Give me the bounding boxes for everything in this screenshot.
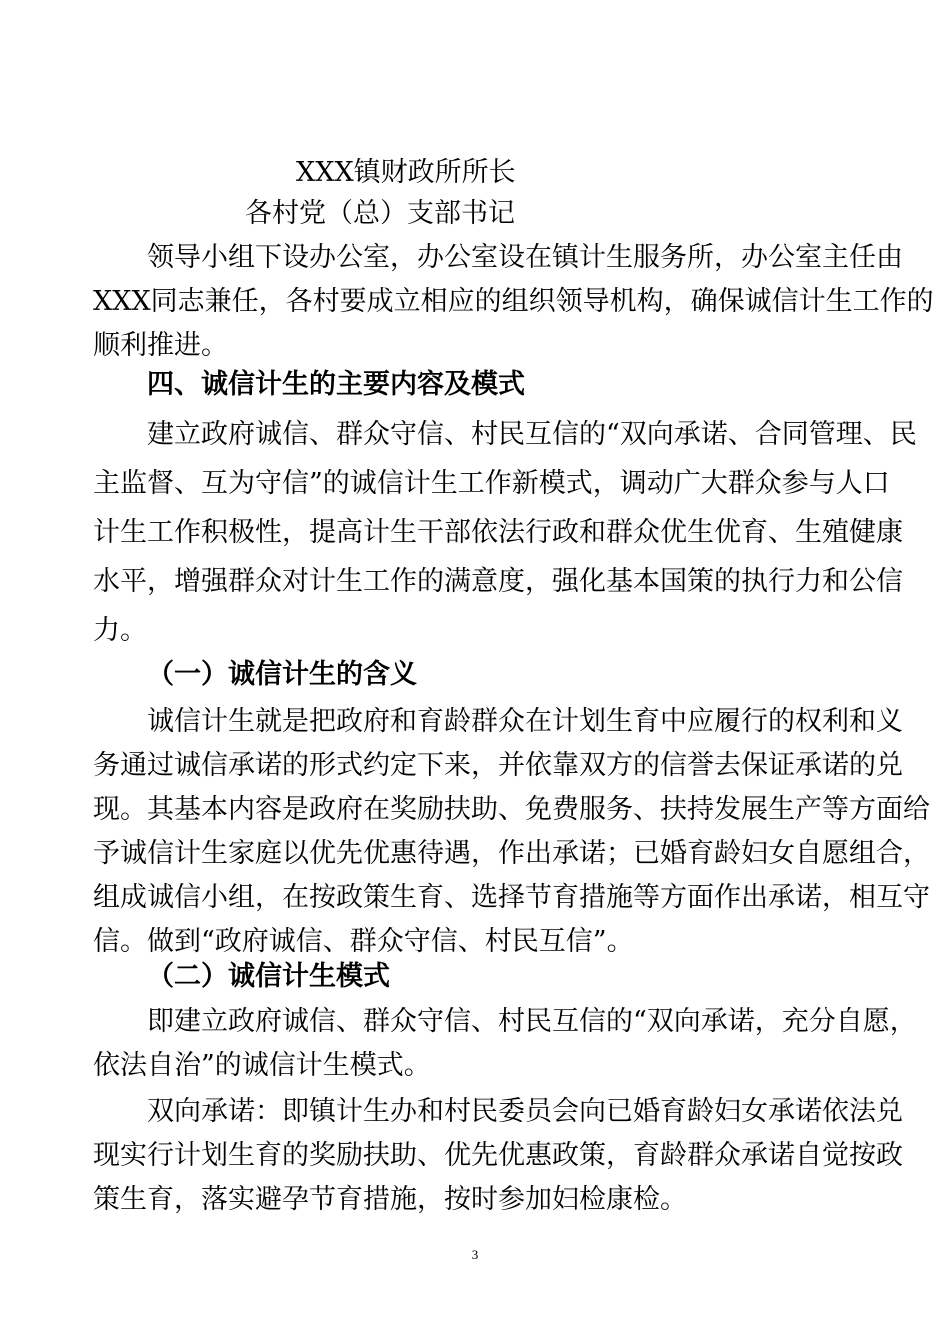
text-line: 诚信计生就是把政府和育龄群众在计划生育中应履行的权利和义 (147, 706, 903, 737)
text-line: 顺利推进。 (93, 330, 228, 361)
text-line: 双向承诺：即镇计生办和村民委员会向已婚育龄妇女承诺依法兑 (147, 1096, 903, 1127)
text-line: 现实行计划生育的奖励扶助、优先优惠政策，育龄群众承诺自觉按政 (93, 1140, 903, 1171)
subsection-heading: （一）诚信计生的含义 (147, 659, 417, 690)
paragraph-promise (93, 1090, 903, 1222)
text-line: 水平，增强群众对计生工作的满意度，强化基本国策的执行力和公信 (93, 566, 903, 597)
text-line: 务通过诚信承诺的形式约定下来，并依靠双方的信誉去保证承诺的兑 (93, 750, 903, 781)
page-number: 3 (471, 1247, 479, 1262)
text-line: 力。 (93, 615, 147, 646)
text-line: 领导小组下设办公室，办公室设在镇计生服务所，办公室主任由 (147, 242, 903, 273)
text-line: 策生育，落实避孕节育措施，按时参加妇检康检。 (93, 1184, 687, 1215)
member-line: XXX镇财政所所长 (296, 157, 516, 188)
text-line: XXX同志兼任，各村要成立相应的组织领导机构，确保诚信计生工作的 (93, 286, 934, 317)
text-line: 即建立政府诚信、群众守信、村民互信的“双向承诺，充分自愿， (147, 1006, 917, 1037)
text-line: 信。做到“政府诚信、群众守信、村民互信”。 (93, 926, 634, 957)
text-line: 予诚信计生家庭以优先优惠待遇，作出承诺；已婚育龄妇女自愿组合， (93, 838, 930, 869)
member-line: 各村党（总）支部书记 (245, 198, 515, 229)
text-line: 依法自治”的诚信计生模式。 (93, 1050, 431, 1081)
paragraph-model (93, 410, 917, 655)
paragraph-meaning (93, 700, 930, 964)
text-line: 主监督、互为守信”的诚信计生工作新模式，调动广大群众参与人口 (93, 468, 890, 499)
text-line: 计生工作积极性，提高计生干部依法行政和群众优生优育、生殖健康 (93, 517, 903, 548)
section-heading: 四、诚信计生的主要内容及模式 (147, 369, 525, 400)
paragraph-pattern (93, 1000, 917, 1088)
subsection-heading: （二）诚信计生模式 (147, 961, 390, 992)
text-line: 现。其基本内容是政府在奖励扶助、免费服务、扶持发展生产等方面给 (93, 794, 930, 825)
paragraph-office (93, 236, 934, 368)
text-line: 建立政府诚信、群众守信、村民互信的“双向承诺、合同管理、民 (147, 419, 917, 450)
text-line: 组成诚信小组，在按政策生育、选择节育措施等方面作出承诺，相互守 (93, 882, 930, 913)
